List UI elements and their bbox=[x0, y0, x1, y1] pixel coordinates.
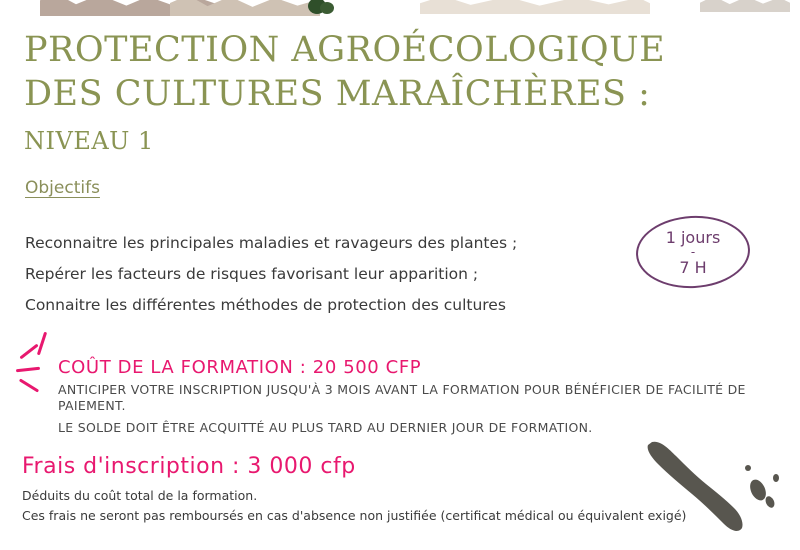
island-1 bbox=[747, 477, 769, 503]
burst-ray bbox=[37, 332, 47, 356]
leaf-icon-secondary bbox=[320, 2, 334, 14]
duration-hours: 7 H bbox=[679, 257, 707, 277]
torn-paper-decoration bbox=[0, 0, 800, 24]
title-line-2: DES CULTURES MARAÎCHÈRES : bbox=[24, 74, 651, 114]
paper-strip-4 bbox=[700, 0, 790, 12]
grande-terre-shape bbox=[648, 442, 743, 531]
island-2 bbox=[764, 495, 776, 509]
list-item: Reconnaitre les principales maladies et ravageurs des plantes ; bbox=[25, 234, 518, 252]
cost-note bbox=[58, 382, 788, 436]
registration-fee-title: Frais d'inscription : 3 000 cfp bbox=[22, 454, 356, 479]
paper-strip-3 bbox=[420, 0, 650, 14]
list-item: Connaitre les différentes méthodes de protection des cultures bbox=[25, 296, 506, 314]
island-3 bbox=[773, 474, 779, 482]
burst-ray bbox=[19, 344, 38, 360]
island-4 bbox=[745, 465, 751, 471]
new-caledonia-map-icon bbox=[630, 438, 790, 536]
cost-title: COÛT DE LA FORMATION : 20 500 CFP bbox=[58, 357, 422, 378]
cost-note-line-1: ANTICIPER VOTRE INSCRIPTION JUSQU'À 3 MOIS AVANT LA FORMATION POUR BÉNÉFICIER DE FACILITÉ DE PAIEMENT. bbox=[58, 382, 746, 413]
duration-days: 1 jours bbox=[665, 227, 721, 247]
page-title bbox=[24, 28, 724, 156]
cost-note-line-2: LE SOLDE DOIT ÊTRE ACQUITTÉ AU PLUS TARD AU DERNIER JOUR DE FORMATION. bbox=[58, 420, 593, 435]
burst-ray bbox=[16, 367, 40, 372]
objectives-heading: Objectifs bbox=[25, 178, 100, 198]
objectives-list bbox=[25, 228, 615, 321]
duration-separator: - bbox=[690, 244, 696, 259]
paper-strip-2 bbox=[170, 0, 320, 16]
registration-note-line-1: Déduits du coût total de la formation. bbox=[22, 488, 258, 503]
course-level: NIVEAU 1 bbox=[24, 127, 154, 155]
burst-ray bbox=[19, 378, 39, 392]
duration-badge-content bbox=[636, 216, 750, 288]
list-item: Repérer les facteurs de risques favorisant leur apparition ; bbox=[25, 265, 479, 283]
duration-badge bbox=[636, 216, 750, 288]
title-line-1: PROTECTION AGROÉCOLOGIQUE bbox=[24, 30, 666, 70]
registration-note-line-2: Ces frais ne seront pas remboursés en cas d'absence non justifiée (certificat médical ou équivalent exigé) bbox=[22, 508, 687, 523]
